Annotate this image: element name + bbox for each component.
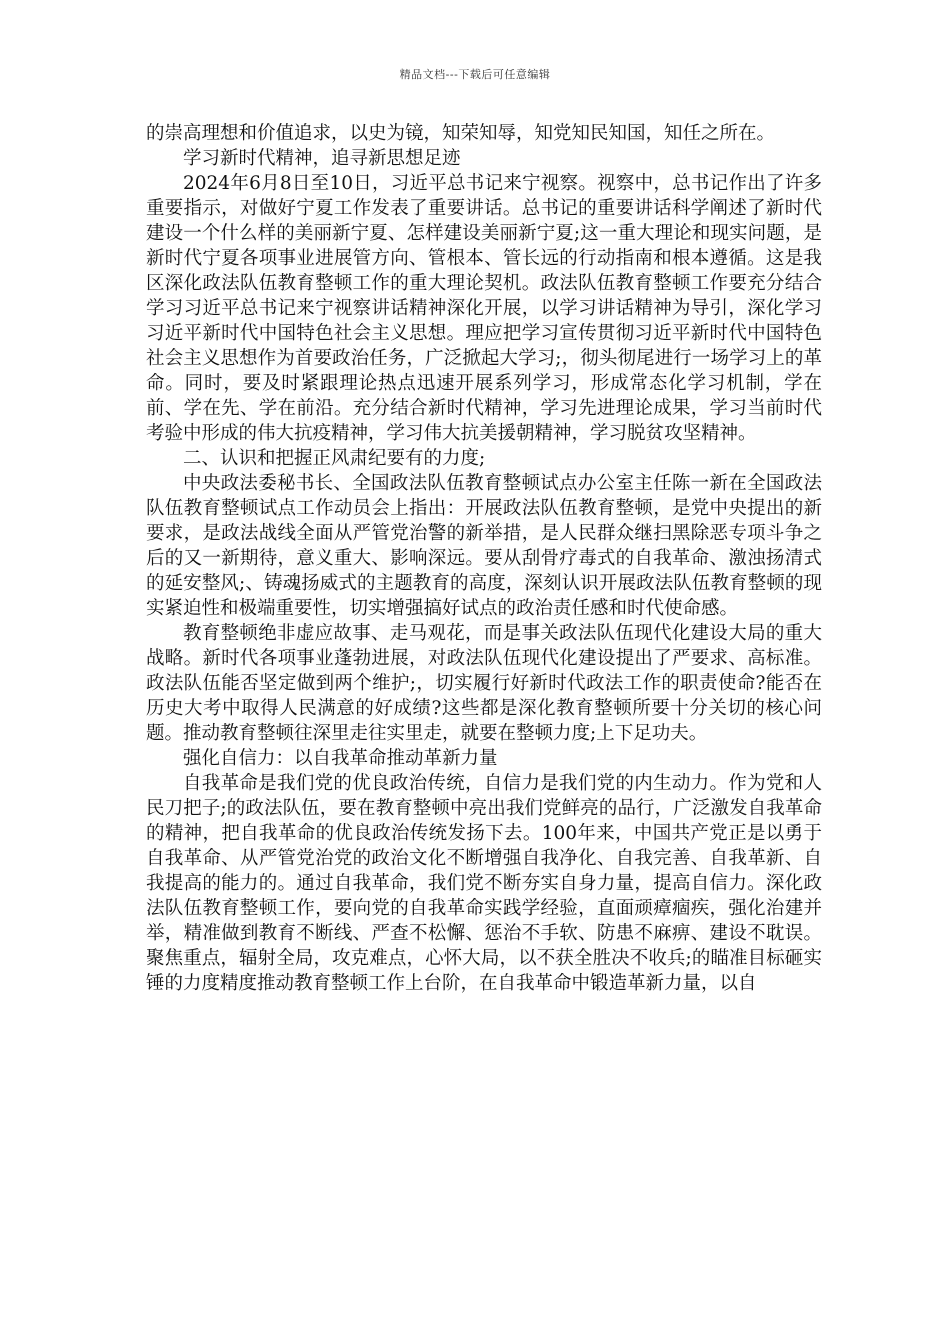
paragraph-body: 2024年6月8日至10日，习近平总书记来宁视察。视察中，总书记作出了许多重要指示，对做好宁夏工作发表了重要讲话。总书记的重要讲话科学阐述了新时代建设一个什么样的美丽新宁夏、怎样建设美丽新宁夏;这一重大理论和现实问题，是新时代宁夏各项事业进展管方向、管根本、管长远的行动指南和根本遵循。这是我区深化政法队伍教育整顿工作的重大理论契机。政法队伍教育整顿工作要充分结合学习习近平总书记来宁视察讲话精神深化开展，以学习讲话精神为导引，深化学习习近平新时代中国特色社会主义思想。理应把学习宣传贯彻习近平新时代中国特色社会主义思想作为首要政治任务，广泛掀起大学习;，彻头彻尾进行一场学习上的革命。同时，要及时紧跟理论热点迅速开展系列学习，形成常态化学习机制，学在前、学在先、学在前沿。充分结合新时代精神，学习先进理论成果，学习当前时代考验中形成的伟大抗疫精神，学习伟大抗美援朝精神，学习脱贫攻坚精神。	[146, 173, 822, 444]
paragraph-body: 自我革命是我们党的优良政治传统，自信力是我们党的内生动力。作为党和人民刀把子;的政法队伍，要在教育整顿中亮出我们党鲜亮的品行，广泛激发自我革命的精神，把自我革命的优良政治传统发扬下去。100年来，中国共产党正是以勇于自我革命、从严管党治党的政治文化不断增强自我净化、自我完善、自我革新、自我提高的能力的。通过自我革命，我们党不断夯实自身力量，提高自信力。深化政法队伍教育整顿工作，要向党的自我革命实践学经验，直面顽瘴痼疾，强化治建并举，精准做到教育不断线、严查不松懈、惩治不手软、防患不麻痹、建设不耽误。聚焦重点，辐射全局，攻克难点，心怀大局，以不获全胜决不收兵;的瞄准目标砸实锤的力度精度推动教育整顿工作上台阶，在自我革命中锻造革新力量，以自	[146, 773, 822, 994]
paragraph-body: 教育整顿绝非虚应故事、走马观花，而是事关政法队伍现代化建设大局的重大战略。新时代各项事业蓬勃进展，对政法队伍现代化建设提出了严要求、高标准。政法队伍能否坚定做到两个维护;，切实履行好新时代政法工作的职责使命?能否在历史大考中取得人民满意的好成绩?这些都是深化教育整顿所要十分关切的核心问题。推动教育整顿往深里走往实里走，就要在整顿力度;上下足功夫。	[146, 623, 822, 744]
document-body	[146, 121, 822, 996]
page-header: 精品文档---下载后可任意编辑	[399, 68, 551, 81]
section-heading-new-era: 学习新时代精神，追寻新思想足迹	[183, 148, 461, 169]
section-heading-discipline: 二、认识和把握正风肃纪要有的力度;	[183, 448, 486, 469]
paragraph-continuation: 的崇高理想和价值追求，以史为镜，知荣知辱，知党知民知国，知任之所在。	[146, 123, 776, 144]
section-heading-self-confidence: 强化自信力：以自我革命推动革新力量	[183, 748, 498, 769]
paragraph-body: 中央政法委秘书长、全国政法队伍教育整顿试点办公室主任陈一新在全国政法队伍教育整顿试点工作动员会上指出：开展政法队伍教育整顿，是党中央提出的新要求，是政法战线全面从严管党治警的新举措，是人民群众继扫黑除恶专项斗争之后的又一新期待，意义重大、影响深远。要从刮骨疗毒式的自我革命、激浊扬清式的延安整风;、铸魂扬威式的主题教育的高度，深刻认识开展政法队伍教育整顿的现实紧迫性和极端重要性，切实增强搞好试点的政治责任感和时代使命感。	[146, 473, 822, 619]
